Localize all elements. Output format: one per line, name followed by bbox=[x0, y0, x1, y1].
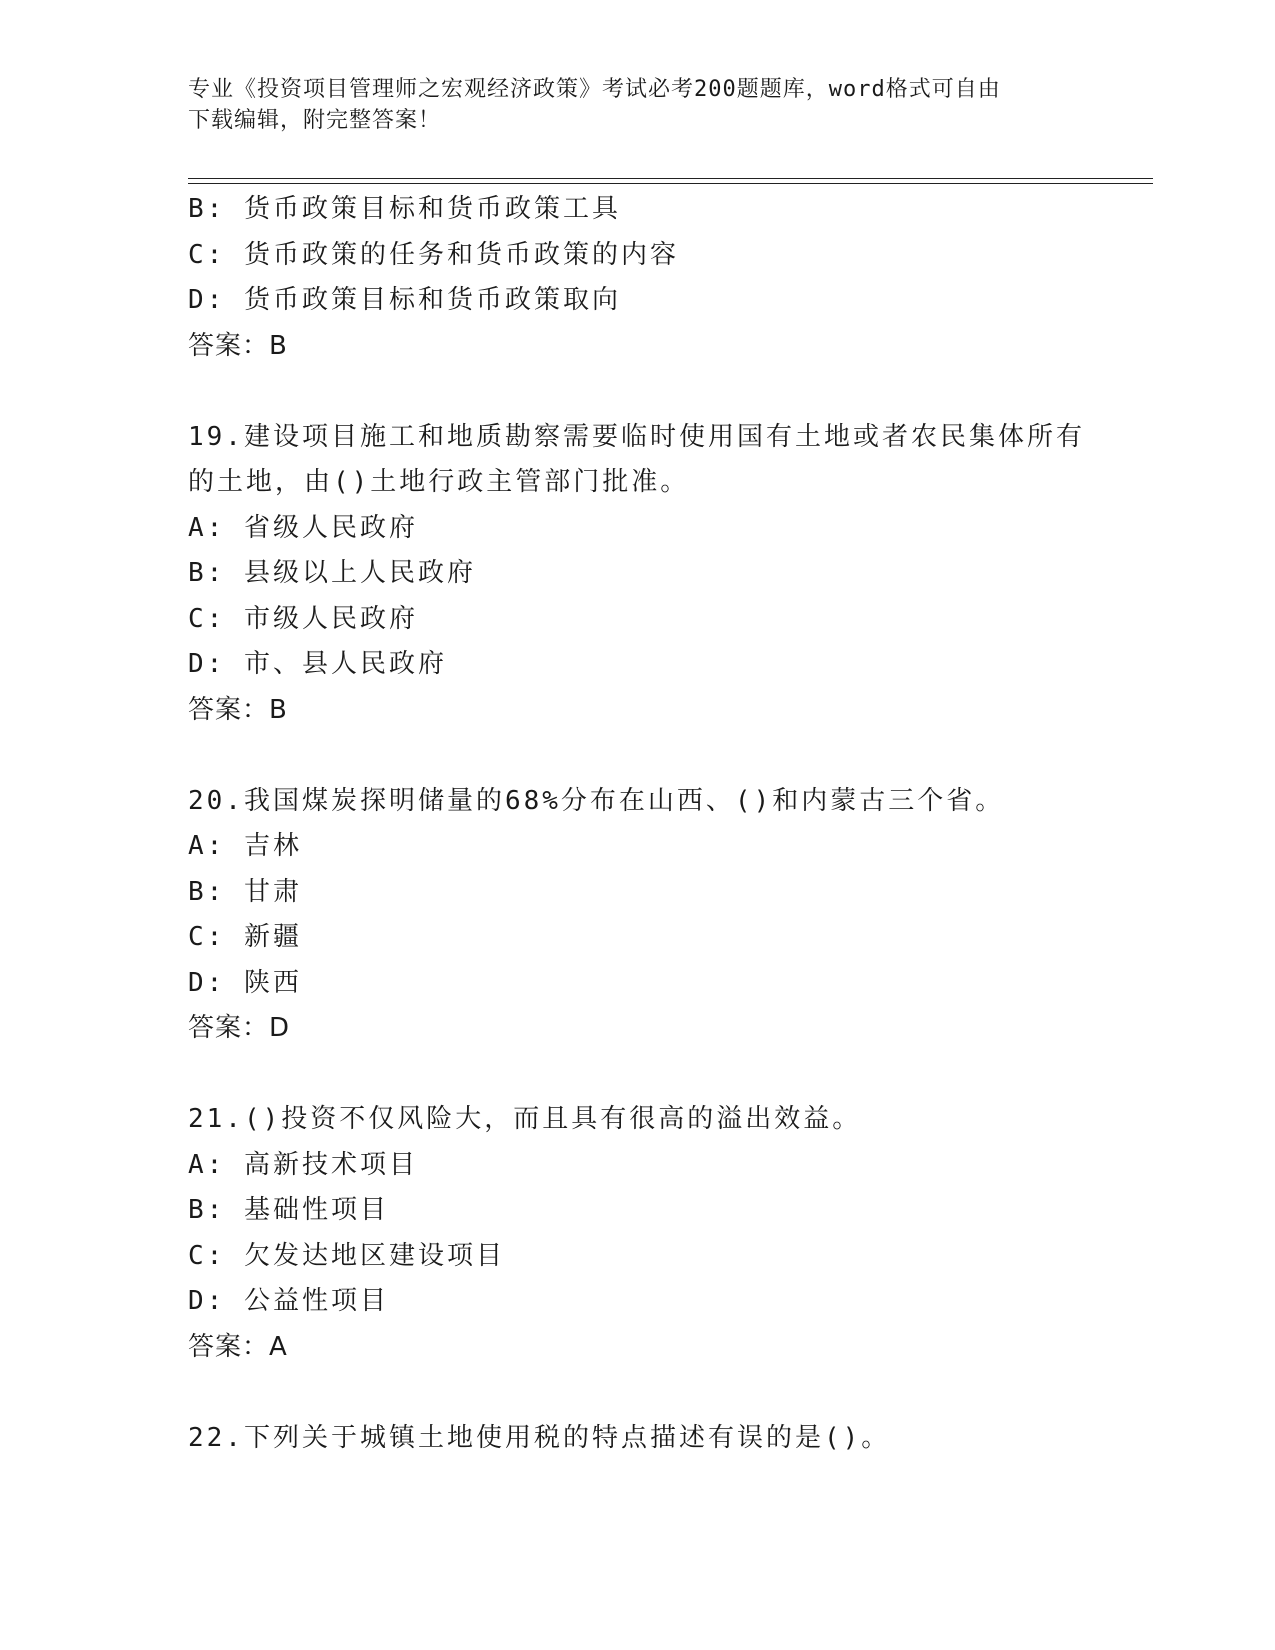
option-c: C: 货币政策的任务和货币政策的内容 bbox=[188, 239, 679, 270]
question-list bbox=[188, 187, 1088, 1461]
question-20 bbox=[188, 779, 1088, 1052]
answer-line: 答案：D bbox=[188, 1013, 291, 1043]
option-d: D: 市、县人民政府 bbox=[188, 649, 447, 679]
option-a: A: 吉林 bbox=[188, 831, 302, 861]
option-a: A: 省级人民政府 bbox=[188, 512, 418, 543]
option-b: B: 县级以上人民政府 bbox=[188, 558, 476, 588]
option-d: D: 公益性项目 bbox=[188, 1286, 389, 1316]
header-line-1: 专业《投资项目管理师之宏观经济政策》考试必考200题题库，word格式可自由 bbox=[188, 77, 1001, 102]
question-stem-line-1: 21.()投资不仅风险大，而且具有很高的溢出效益。 bbox=[188, 1104, 862, 1134]
question-stem-line-2: 的土地，由()土地行政主管部门批准。 bbox=[188, 467, 690, 497]
question-19 bbox=[188, 415, 1088, 734]
question-18 bbox=[188, 187, 1088, 369]
option-b: B: 甘肃 bbox=[188, 876, 302, 907]
answer-line: 答案：A bbox=[188, 1331, 288, 1362]
option-d: D: 陕西 bbox=[188, 967, 302, 998]
option-b: B: 货币政策目标和货币政策工具 bbox=[188, 194, 621, 224]
question-21 bbox=[188, 1097, 1088, 1370]
option-c: C: 新疆 bbox=[188, 922, 302, 952]
question-stem-line-1: 19.建设项目施工和地质勘察需要临时使用国有土地或者农民集体所有 bbox=[188, 421, 1085, 452]
question-stem-line-1: 22.下列关于城镇土地使用税的特点描述有误的是()。 bbox=[188, 1422, 891, 1453]
answer-line: 答案：B bbox=[188, 330, 288, 361]
option-b: B: 基础性项目 bbox=[188, 1195, 389, 1225]
header-divider-bottom bbox=[188, 183, 1153, 184]
option-c: C: 市级人民政府 bbox=[188, 603, 418, 634]
header-line-2: 下载编辑，附完整答案！ bbox=[188, 108, 442, 133]
header-divider-top bbox=[188, 178, 1153, 179]
document-header bbox=[188, 74, 1068, 136]
option-a: A: 高新技术项目 bbox=[188, 1149, 418, 1180]
answer-line: 答案：B bbox=[188, 694, 288, 725]
question-22 bbox=[188, 1416, 1088, 1462]
option-c: C: 欠发达地区建设项目 bbox=[188, 1240, 505, 1271]
question-stem-line-1: 20.我国煤炭探明储量的68%分布在山西、()和内蒙古三个省。 bbox=[188, 785, 1005, 816]
option-d: D: 货币政策目标和货币政策取向 bbox=[188, 285, 621, 315]
